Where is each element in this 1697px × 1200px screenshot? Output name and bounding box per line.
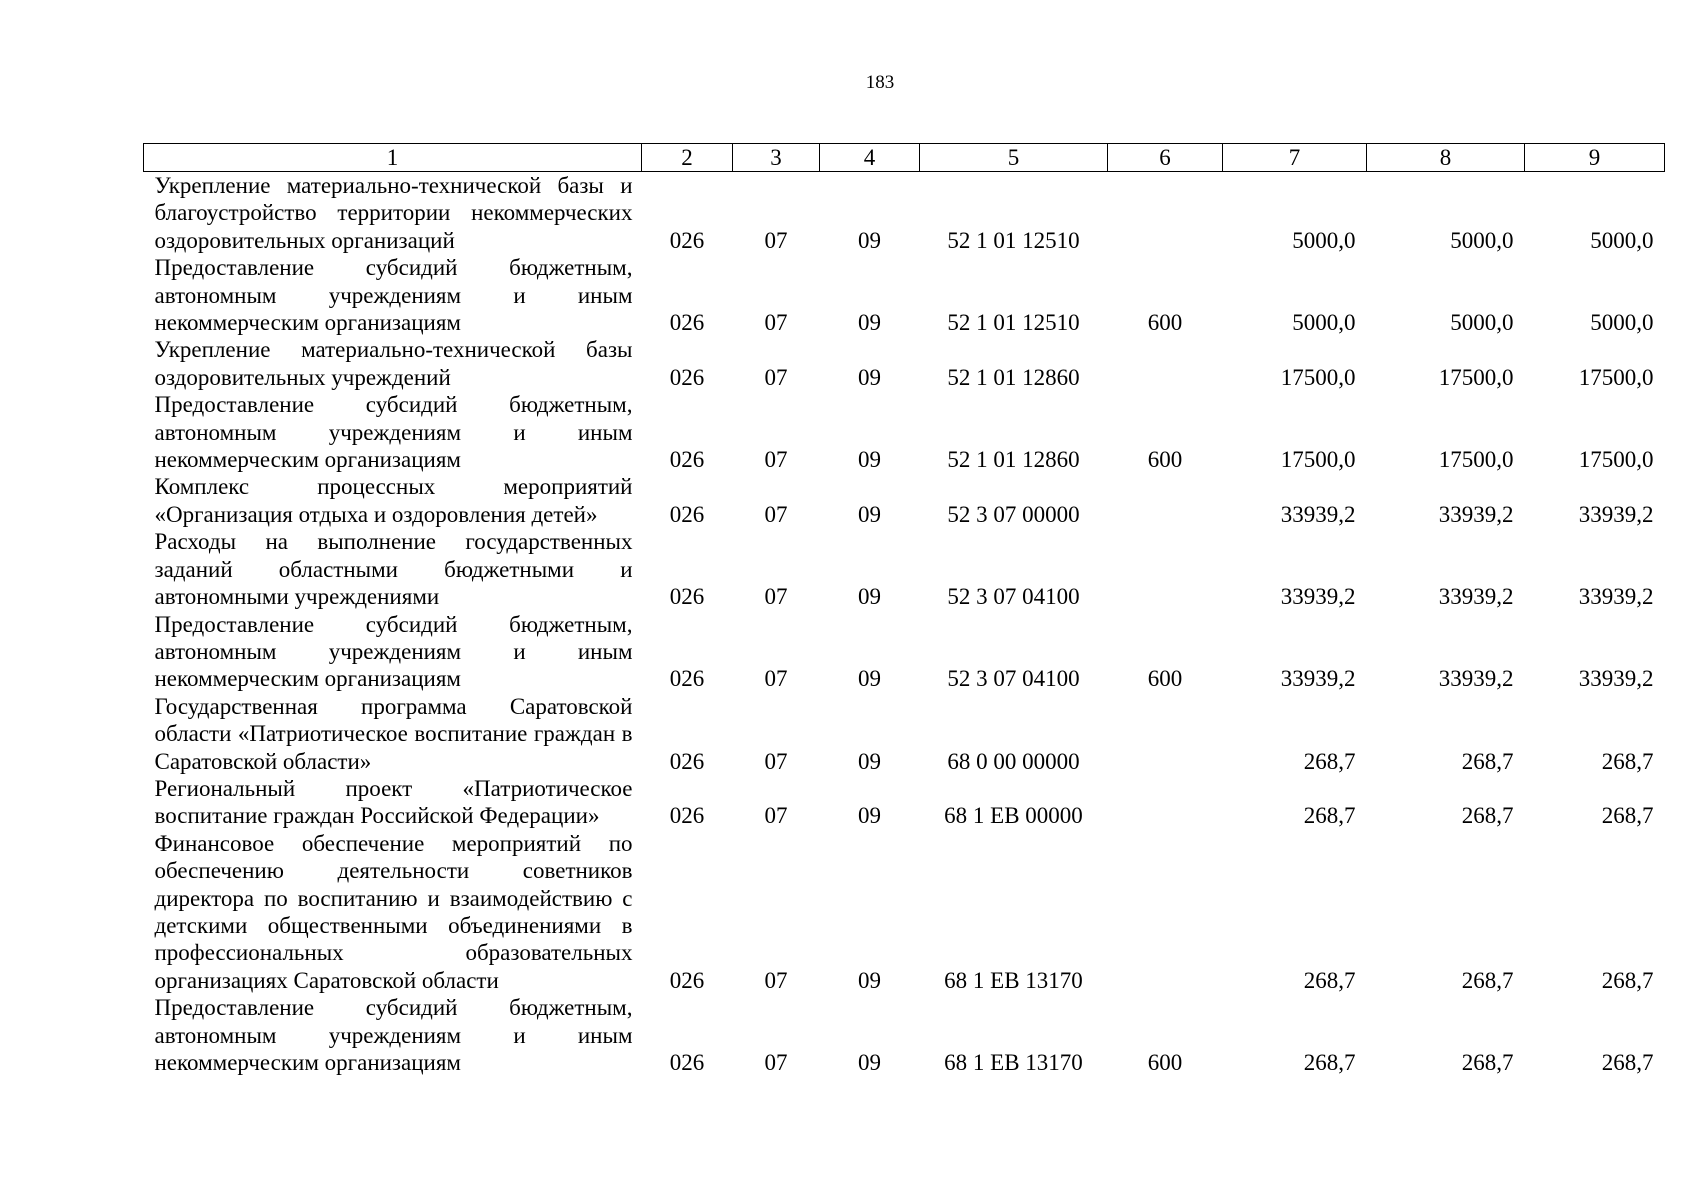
header-col-9: 9 [1525,144,1665,172]
row-sum-2: 268,7 [1461,748,1514,774]
row-sum-3: 5000,0 [1590,310,1654,336]
row-sum-2: 17500,0 [1438,447,1514,473]
row-ved: 026 [669,227,705,253]
row-ved: 026 [669,666,705,692]
row-rz: 07 [764,1050,788,1075]
row-ved: 026 [669,310,705,336]
row-ved: 026 [669,803,705,829]
row-ved: 026 [669,967,705,993]
row-sum-1: 17500,0 [1280,447,1356,473]
row-vr [1108,528,1223,610]
row-pr: 09 [858,310,881,336]
row-rz: 07 [764,310,788,336]
row-rz: 07 [764,584,788,610]
row-sum-1: 33939,2 [1280,666,1356,692]
row-vr: 600 [1147,447,1183,473]
row-name: Комплекс процессных мероприятий «Организация отдыха и оздоровления детей» [154,474,633,527]
row-name: Финансовое обеспечение мероприятий по обеспечению деятельности советников директора по воспитанию и взаимодействию с детскими общественными объединениями в профессиональных образовательных организациях Саратовской области [154,830,633,993]
row-pr: 09 [858,748,881,774]
row-name: Укрепление материально-технической базы и благоустройство территории некоммерческих оздоровительных организаций [154,173,633,253]
row-csr: 52 3 07 00000 [947,501,1080,527]
row-rz: 07 [764,967,788,993]
header-col-8: 8 [1367,144,1525,172]
header-col-2: 2 [642,144,733,172]
row-pr: 09 [858,501,881,527]
table-row [144,254,1665,336]
table-row [144,994,1665,1076]
table-row [144,775,1665,830]
row-rz: 07 [764,364,788,390]
header-col-3: 3 [733,144,820,172]
row-sum-2: 268,7 [1461,803,1514,829]
row-sum-1: 33939,2 [1280,501,1356,527]
row-sum-3: 268,7 [1601,1050,1654,1075]
row-sum-2: 5000,0 [1450,310,1514,336]
row-ved: 026 [669,501,705,527]
row-ved: 026 [669,748,705,774]
row-vr [1108,336,1223,391]
row-csr: 52 3 07 04100 [947,666,1080,692]
row-ved: 026 [669,584,705,610]
row-sum-3: 17500,0 [1578,447,1654,473]
row-rz: 07 [764,748,788,774]
header-col-7: 7 [1223,144,1367,172]
table-row [144,611,1665,693]
row-sum-1: 268,7 [1303,967,1356,993]
row-ved: 026 [669,1050,705,1075]
table-row [144,473,1665,528]
table-row [144,693,1665,775]
row-sum-1: 268,7 [1303,1050,1356,1075]
row-csr: 52 1 01 12510 [947,227,1080,253]
row-name: Государственная программа Саратовской области «Патриотическое воспитание граждан в Саратовской области» [154,693,633,774]
row-sum-2: 5000,0 [1450,227,1514,253]
row-sum-2: 33939,2 [1438,584,1514,610]
row-pr: 09 [858,364,881,390]
row-sum-3: 33939,2 [1578,584,1654,610]
table-row [144,336,1665,391]
row-vr: 600 [1147,310,1183,336]
row-sum-3: 268,7 [1601,748,1654,774]
row-name: Предоставление субсидий бюджетным, автономным учреждениям и иным некоммерческим организациям [154,255,633,336]
row-rz: 07 [764,227,788,253]
row-vr [1108,172,1223,255]
row-csr: 52 1 01 12510 [947,310,1080,336]
row-rz: 07 [764,447,788,473]
row-sum-2: 17500,0 [1438,364,1514,390]
row-name: Предоставление субсидий бюджетным, автономным учреждениям и иным некоммерческим организациям [154,995,633,1075]
table-row [144,172,1665,255]
row-sum-3: 268,7 [1601,803,1654,829]
row-vr [1108,830,1223,994]
row-name: Предоставление субсидий бюджетным, автономным учреждениям и иным некоммерческим организациям [154,611,633,692]
row-name: Расходы на выполнение государственных заданий областными бюджетными и автономными учреждениями [154,529,633,610]
row-name: Укрепление материально-технической базы оздоровительных учреждений [154,337,633,390]
row-sum-1: 268,7 [1303,803,1356,829]
row-vr [1108,693,1223,775]
row-csr: 52 1 01 12860 [947,447,1080,473]
row-csr: 68 1 ЕВ 00000 [944,803,1083,829]
row-sum-2: 33939,2 [1438,501,1514,527]
row-sum-1: 5000,0 [1292,227,1356,253]
row-name: Предоставление субсидий бюджетным, автономным учреждениям и иным некоммерческим организациям [154,392,633,473]
row-csr: 52 3 07 04100 [947,584,1080,610]
page-number: 183 [865,72,895,93]
row-rz: 07 [764,501,788,527]
table-header [144,144,1665,172]
row-vr [1108,473,1223,528]
row-sum-1: 268,7 [1303,748,1356,774]
row-pr: 09 [858,447,881,473]
header-col-6: 6 [1108,144,1223,172]
budget-table [143,143,1665,1076]
row-csr: 52 1 01 12860 [947,364,1080,390]
row-sum-1: 5000,0 [1292,310,1356,336]
row-sum-2: 33939,2 [1438,666,1514,692]
row-pr: 09 [858,227,881,253]
header-col-1: 1 [144,144,642,172]
row-sum-3: 33939,2 [1578,666,1654,692]
row-ved: 026 [669,364,705,390]
table-row [144,391,1665,473]
row-pr: 09 [858,967,881,993]
row-csr: 68 1 ЕВ 13170 [944,1050,1083,1075]
row-pr: 09 [858,803,881,829]
table-row [144,528,1665,610]
header-row [144,144,1665,172]
header-col-5: 5 [920,144,1108,172]
row-sum-1: 17500,0 [1280,364,1356,390]
row-vr: 600 [1147,666,1183,692]
row-sum-3: 5000,0 [1590,227,1654,253]
row-pr: 09 [858,584,881,610]
row-sum-1: 33939,2 [1280,584,1356,610]
row-name: Региональный проект «Патриотическое воспитание граждан Российской Федерации» [154,775,633,829]
row-csr: 68 1 ЕВ 13170 [944,967,1083,993]
row-sum-3: 268,7 [1601,967,1654,993]
row-pr: 09 [858,666,881,692]
row-sum-2: 268,7 [1461,967,1514,993]
row-sum-3: 17500,0 [1578,364,1654,390]
row-pr: 09 [858,1050,881,1075]
row-sum-3: 33939,2 [1578,501,1654,527]
row-ved: 026 [669,447,705,473]
table-body [144,172,1665,1077]
row-rz: 07 [764,803,788,829]
row-csr: 68 0 00 00000 [947,748,1080,774]
row-vr: 600 [1147,1050,1183,1075]
table-row [144,830,1665,994]
row-vr [1108,775,1223,830]
row-sum-2: 268,7 [1461,1050,1514,1075]
header-col-4: 4 [820,144,920,172]
row-rz: 07 [764,666,788,692]
